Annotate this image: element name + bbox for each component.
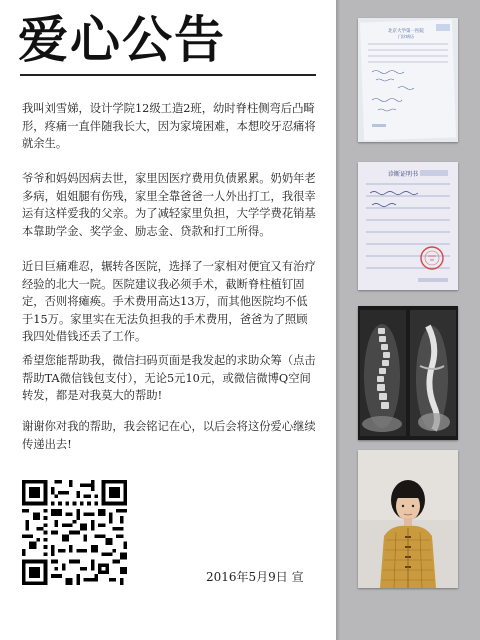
title-divider (20, 74, 316, 76)
paragraph-intro: 我叫刘雪娣，设计学院12级工造2班，幼时脊柱侧弯后凸畸形，疼痛一直伴随我长大，因为家境困难，本想咬牙忍痛将就余生。 (22, 102, 316, 150)
paragraph-appeal: 希望您能帮助我，微信扫码页面是我发起的求助众筹（点击帮助TA微信钱包支付），无论5元10元，或微信微博Q空间转发，都是对我莫大的帮助! (22, 354, 316, 402)
paragraph-thanks: 谢谢你对我的帮助，我会铭记在心，以后会将这份爱心继续传递出去! (22, 420, 316, 451)
record-hospital-text: 北京大学第一医院 (388, 29, 424, 34)
paragraph-family: 爷爷和妈妈因病去世，家里因医疗费用负债累累。奶奶年老多病，姐姐腿有伤残，家里全靠爸爸一人外出打工，我很幸运有这样爱我的父亲。为了减轻家里负担，大学学费花销基本靠助学金、奖学金、励志金、贷款和打工所得。 (22, 172, 316, 238)
medical-record-photo (358, 18, 458, 142)
page-title: 爱心公告 (18, 10, 226, 69)
paragraph-surgery: 近日巨痛难忍，辗转各医院，选择了一家相对便宜又有治疗经验的北大一院。医院建议我必须手术，截断脊柱植钉固定，否则将瘫痪。手术费用高达13万，而其他医院均不低于15万。家里实在无法负担我的手术费用，爸爸为了照顾我四处借钱还丢了工作。 (22, 260, 316, 343)
student-portrait-photo (358, 450, 458, 588)
signature-date: 2016年5月9日 宣 (206, 570, 304, 584)
spine-xray-photo (358, 306, 458, 440)
certificate-title-text: 诊断证明书 (388, 171, 419, 178)
diagnosis-certificate-photo (358, 162, 458, 290)
wechat-qr-code[interactable] (22, 480, 127, 585)
record-title-text: 门诊病历 (398, 34, 414, 39)
